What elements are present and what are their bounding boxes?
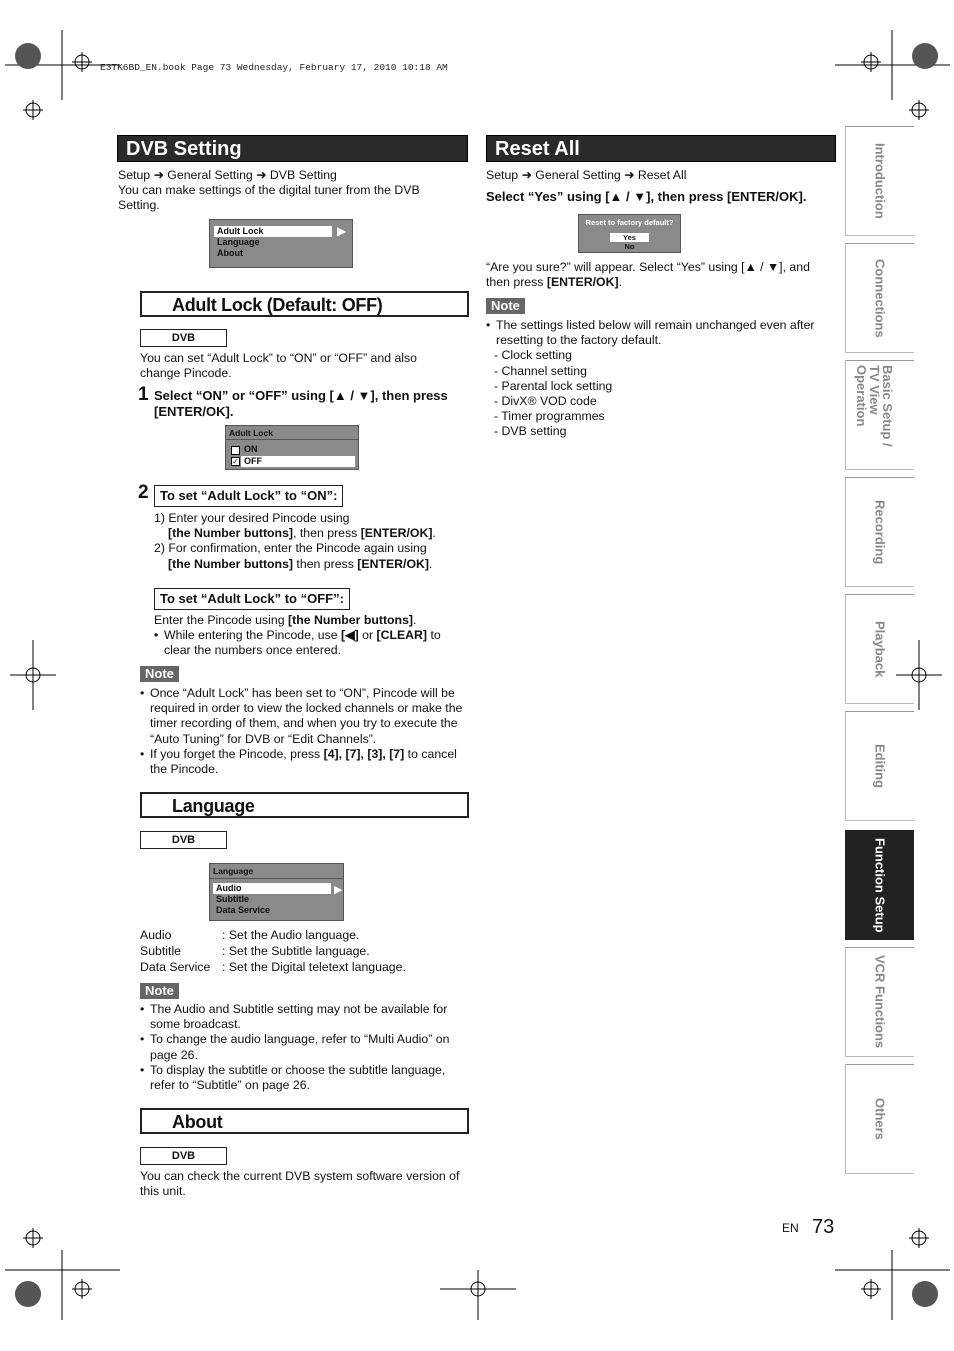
language-code: EN — [782, 1221, 799, 1235]
page-number: 73 — [812, 1216, 835, 1238]
note-label: Note — [140, 666, 179, 682]
triangle-right-icon: ▶ — [337, 224, 347, 238]
arrow-right-icon: ➜ — [624, 168, 635, 182]
tab-connections[interactable]: Connections — [845, 243, 914, 353]
osd-item-subtitle: Subtitle — [216, 894, 249, 904]
step1-instruction: Select “ON” or “OFF” using [▲ / ▼], then press [ENTER/OK]. — [154, 388, 448, 419]
tab-basic-setup[interactable]: Basic Setup / TV View Operation — [845, 360, 914, 470]
step-number: 2 — [138, 482, 149, 503]
set-off-steps: Enter the Pincode using [the Number buttons]. • While entering the Pincode, use [◀] or [CLEAR] to clear the numbers once entered. — [154, 613, 464, 659]
reset-confirm-text: “Are you sure?” will appear. Select “Yes” using [▲ / ▼], and then press [ENTER/OK]. — [486, 260, 810, 290]
heading-language: Language — [140, 792, 469, 818]
arrow-right-icon: ➜ — [153, 168, 164, 182]
tab-editing[interactable]: Editing — [845, 711, 914, 821]
tab-playback[interactable]: Playback — [845, 594, 914, 704]
adult-lock-notes: • Once “Adult Lock” has been set to “ON”, Pincode will be required in order to view the locked channels or make the timer recording of them, and when you try to execute the “Auto Tuning” for DVB or “Edit Channels”. • If you forget the Pincode, press [4], [7], [3], [7] to cancel the Pincode. — [140, 686, 468, 777]
step-number: 1 — [138, 384, 149, 405]
reset-osd — [578, 214, 681, 253]
dvb-tag: DVB — [140, 831, 227, 849]
language-osd — [209, 863, 344, 921]
note-label: Note — [486, 298, 525, 314]
checkbox-icon — [231, 446, 240, 455]
set-on-box: To set “Adult Lock” to “ON”: — [154, 485, 343, 507]
set-off-box: To set “Adult Lock” to “OFF”: — [154, 588, 350, 610]
section-title-dvb-setting: DVB Setting — [117, 135, 468, 162]
tab-function-setup[interactable]: Function Setup — [845, 830, 914, 940]
tab-introduction[interactable]: Introduction — [845, 126, 914, 236]
tab-vcr-functions[interactable]: VCR Functions — [845, 947, 914, 1057]
osd-option-on: ON — [244, 444, 258, 454]
heading-about: About — [140, 1108, 469, 1134]
note-label: Note — [140, 983, 179, 999]
section-title-reset-all: Reset All — [486, 135, 836, 162]
menu-item-adult-lock: Adult Lock — [214, 226, 332, 237]
osd-option-yes: Yes — [610, 233, 649, 242]
language-notes: • The Audio and Subtitle setting may not be available for some broadcast. • To change the audio language, refer to “Multi Audio” on page 26. • To display the subtitle or choose the subtitle language, refer to “Subtitle” on page 26. — [140, 1002, 468, 1093]
adult-lock-desc: You can set “Adult Lock” to “ON” or “OFF” and also change Pincode. — [140, 351, 418, 381]
intro-text: You can make settings of the digital tuner from the DVB Setting. — [118, 183, 420, 213]
osd-title: Reset to factory default? — [585, 218, 674, 227]
osd-option-no: No — [624, 242, 635, 251]
print-header: E3TK6BD_EN.book Page 73 Wednesday, February 17, 2010 10:18 AM — [100, 62, 448, 73]
menu-item-language: Language — [217, 237, 260, 247]
osd-title: Language — [210, 864, 343, 879]
arrow-right-icon: ➜ — [521, 168, 532, 182]
checkbox-checked-icon: ✓ — [232, 457, 239, 466]
reset-instruction: Select “Yes” using [▲ / ▼], then press [ENTER/OK]. — [486, 189, 807, 204]
tab-recording[interactable]: Recording — [845, 477, 914, 587]
tab-others[interactable]: Others — [845, 1064, 914, 1174]
adult-lock-osd — [225, 425, 359, 470]
reset-notes: • The settings listed below will remain unchanged even after resetting to the factory default. - Clock setting - Channel setting - Parental lock setting - DivX® VOD code - Timer programmes - DVB setting — [486, 318, 831, 440]
set-on-steps: 1) Enter your desired Pincode using [the Number buttons], then press [ENTER/OK]. 2) For confirmation, enter the Pincode again using [the Number buttons] then press [ENTER/OK]. — [154, 511, 436, 571]
heading-adult-lock: Adult Lock (Default: OFF) — [140, 291, 469, 317]
osd-item-data-service: Data Service — [216, 905, 271, 915]
about-desc: You can check the current DVB system software version of this unit. — [140, 1169, 460, 1199]
osd-title: Adult Lock — [226, 426, 358, 440]
dvb-tag: DVB — [140, 329, 227, 347]
dvb-tag: DVB — [140, 1147, 227, 1165]
triangle-right-icon: ▶ — [334, 884, 343, 896]
menu-item-about: About — [217, 248, 243, 258]
osd-item-audio: Audio — [213, 883, 331, 894]
osd-option-off: OFF — [241, 456, 355, 467]
breadcrumb: Setup ➜ General Setting ➜ DVB Setting — [118, 168, 337, 182]
dvb-setting-menu-osd — [209, 219, 353, 268]
language-definitions: Audio : Set the Audio language. Subtitle : Set the Subtitle language. Data Service : Set the Digital teletext language. — [140, 928, 406, 974]
breadcrumb: Setup ➜ General Setting ➜ Reset All — [486, 168, 687, 182]
arrow-right-icon: ➜ — [256, 168, 267, 182]
